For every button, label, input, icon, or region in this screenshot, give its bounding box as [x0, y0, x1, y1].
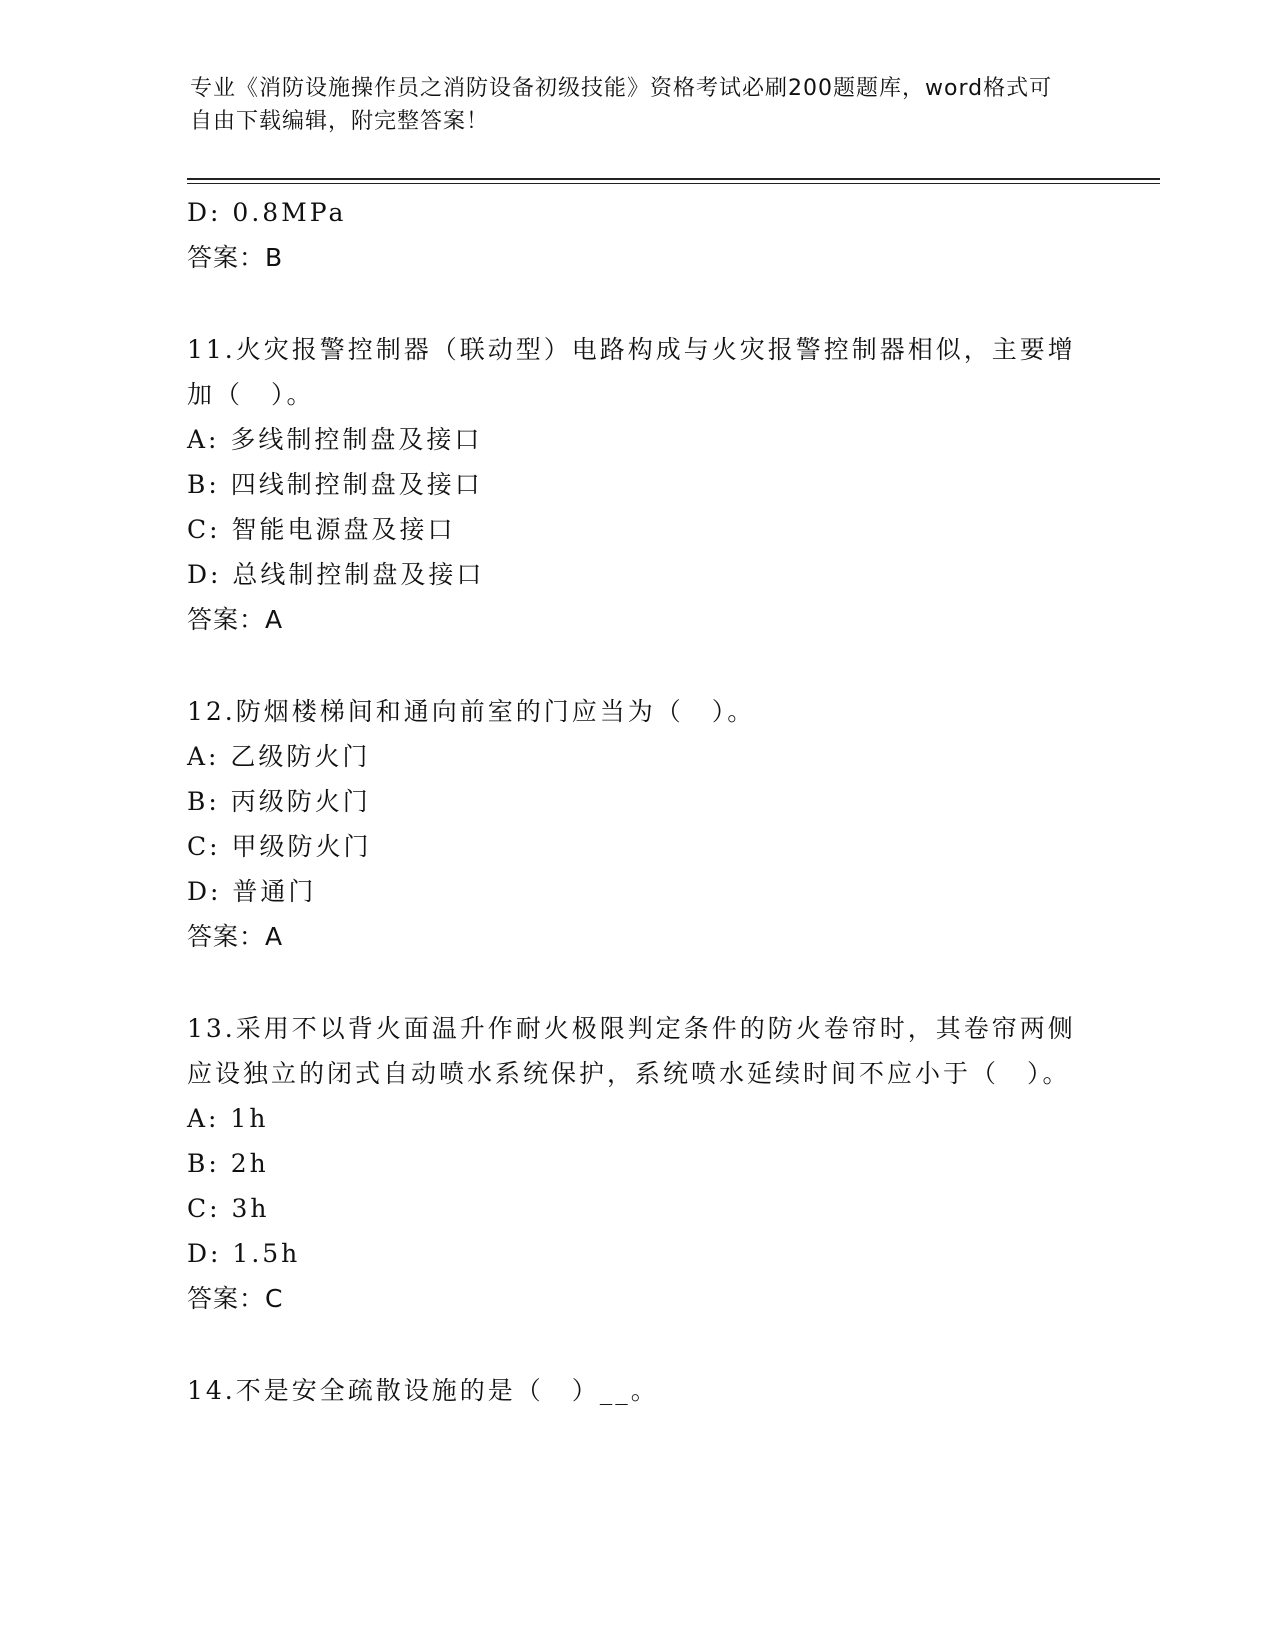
header-rule-thick	[187, 178, 1160, 180]
question-11-answer: 答案：A	[187, 605, 284, 634]
question-11-stem: 11.火灾报警控制器（联动型）电路构成与火灾报警控制器相似，主要增加（ ）。	[187, 335, 1076, 409]
question-11-option-a: A: 多线制控制盘及接口	[187, 425, 483, 454]
question-content	[187, 190, 1087, 1413]
document-header: 专业《消防设施操作员之消防设备初级技能》资格考试必刷200题题库，word格式可自由下载编辑，附完整答案！	[190, 76, 1053, 134]
question-11-option-c: C: 智能电源盘及接口	[187, 515, 456, 544]
question-13-option-b: B: 2h	[187, 1149, 269, 1178]
question-11-option-d: D: 总线制控制盘及接口	[187, 560, 485, 589]
prev-option-d: D: 0.8MPa	[187, 198, 347, 227]
question-13-answer: 答案：C	[187, 1284, 284, 1313]
question-14-stem: 14.不是安全疏散设施的是（ ）__。	[187, 1376, 659, 1405]
question-12-stem: 12.防烟楼梯间和通向前室的门应当为（ ）。	[187, 697, 756, 726]
question-12-option-b: B: 丙级防火门	[187, 787, 371, 816]
question-13-stem: 13.采用不以背火面温升作耐火极限判定条件的防火卷帘时，其卷帘两侧应设独立的闭式自动喷水系统保护，系统喷水延续时间不应小于（ ）。	[187, 1014, 1076, 1088]
prev-answer: 答案：B	[187, 243, 284, 272]
header-rule-thin	[187, 183, 1160, 184]
question-13-option-d: D: 1.5h	[187, 1239, 301, 1268]
question-13-option-a: A: 1h	[187, 1104, 269, 1133]
question-12-answer: 答案：A	[187, 922, 284, 951]
question-12-option-c: C: 甲级防火门	[187, 832, 372, 861]
question-13-option-c: C: 3h	[187, 1194, 270, 1223]
question-11-option-b: B: 四线制控制盘及接口	[187, 470, 483, 499]
question-12-option-a: A: 乙级防火门	[187, 742, 371, 771]
question-12-option-d: D: 普通门	[187, 877, 317, 906]
